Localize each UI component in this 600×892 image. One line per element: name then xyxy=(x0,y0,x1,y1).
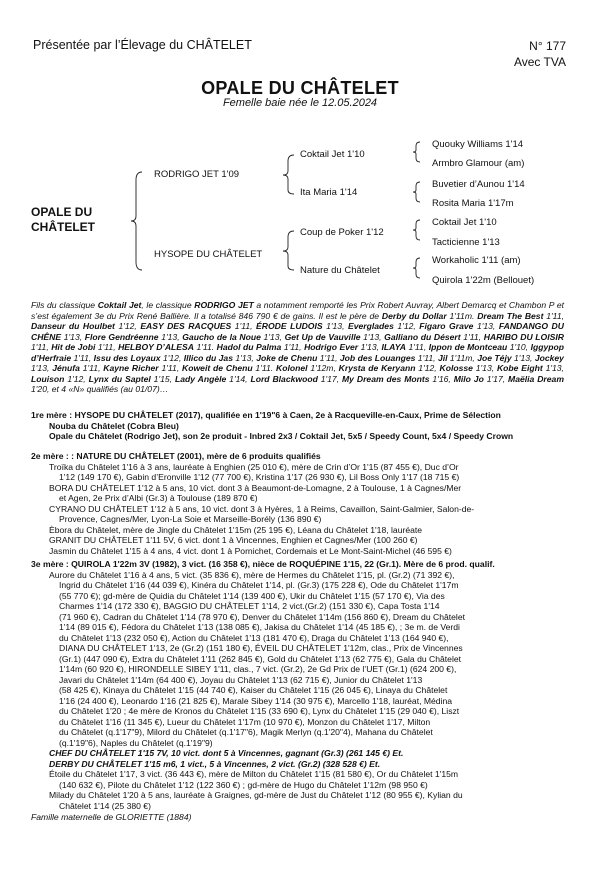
ggp-6: Tacticienne 1'13 xyxy=(432,237,500,248)
third-dam-line: 1'16 (24 400 €), Leonardo 1'16 (21 825 €), Marale Sibey 1'14 (30 975 €), Marcello 1'18, lauréat, Médina xyxy=(59,695,453,706)
pedigree-chart xyxy=(0,120,600,300)
third-dam-line: (140 632 €), Pilote du Châtelet 1'12 (122 360 €) ; gd-mère de Hugo du Châtelet 1'12m (98 950 €) xyxy=(59,779,428,790)
sire-dam: Ita Maria 1'14 xyxy=(300,187,358,198)
third-dam-line: du Châtelet (q.1'17"9), Milord du Châtelet (q.1'17"6), Magik Merlyn (q.1'20"4), Mahana du Châtelet xyxy=(59,727,433,737)
ggp-4: Rosita Maria 1'17m xyxy=(432,198,514,209)
ggp-8: Quirola 1'22m (Bellouet) xyxy=(432,275,535,286)
ggp-1: Quouky Williams 1'14 xyxy=(432,139,524,150)
ggp-7: Workaholic 1'11 (am) xyxy=(432,255,521,266)
brace-3b xyxy=(413,182,420,202)
third-dam-line: DERBY DU CHÂTELET 1'15 m6, 1 vict., 5 à Vincennes, 2 vict. (Gr.2) (328 528 €) Et. xyxy=(49,758,381,769)
third-dam-line: Javari du Châtelet 1'14m (64 400 €), Joyau du Châtelet 1'13 (62 715 €), Junior du Châtelet 1'13 xyxy=(59,674,423,685)
third-dam-line: Milady du Châtelet 1'20 à 5 ans, lauréate à Graignes, gd-mère de Just du Châtelet 1'12 (80 955 €), Kylian du xyxy=(49,790,463,800)
horse-subtitle: Femelle baie née le 12.05.2024 xyxy=(222,97,378,109)
second-dam-line: BORA DU CHÂTELET 1'12 à 5 ans, 10 vict. dont 3 à Beaumont-de-Lomagne, 2 à Toulouse, 1 à Cagnes/Mer xyxy=(49,482,462,493)
brace-3a xyxy=(413,142,420,162)
third-dam-line: (71 960 €), Cadran du Châtelet 1'14 (78 970 €), Denver du Châtelet 1'14m (156 860 €), Dream du Châtelet xyxy=(59,611,466,622)
brace-3c xyxy=(413,220,420,240)
first-dam-foal-1: Nouba du Châtelet (Cobra Bleu) xyxy=(49,420,179,431)
lot-number: N° 177 xyxy=(529,39,566,53)
third-dam-section xyxy=(31,559,564,811)
second-dam-line: Troïka du Châtelet 1'16 à 3 ans, lauréate à Enghien (25 010 €), mère de Crin d’Or 1'15 (87 455 €), Duc d’Or xyxy=(49,461,459,472)
third-dam-line: 1'14 (89 015 €), Fédora du Châtelet 1'13 (138 085 €), Jakisa du Châtelet 1'14 (45 185 €), ; 3e m. de Verdi xyxy=(59,622,460,632)
brace-2d xyxy=(283,231,294,270)
second-dam-line: Èbora du Châtelet, mère de Jingle du Châtelet 1'15m (25 195 €), Léana du Châtelet 1'18, lauréate xyxy=(49,524,423,535)
sire-sire: Coktail Jet 1'10 xyxy=(300,149,365,160)
ggp-3: Buvetier d’Aunou 1'14 xyxy=(432,179,525,190)
lot-info xyxy=(514,38,566,70)
third-dam-line: du Châtelet 1'20 ; 4e mère de Kronos du Châtelet 1'15 (33 690 €), Lynx du Châtelet 1'15 (29 040 €), Liszt xyxy=(59,706,460,716)
brace-3d xyxy=(413,258,420,278)
subject-name-2: CHÂTELET xyxy=(31,220,95,234)
third-dam-line: (55 770 €); gd-mère de Quidia du Châtelet 1'14 (139 400 €), Ukir du Châtelet 1'15 (57 170 €), Via des xyxy=(59,590,445,601)
sire: RODRIGO JET 1'09 xyxy=(154,169,240,180)
ggp-5: Coktail Jet 1'10 xyxy=(432,217,497,228)
third-dam-line: 1'14m (60 920 €), HIRONDELLE SIBEY 1'11, clas., 7 vict. (Gr.2), 2e Gd Prix de l’UET (Gr.1) (624 200 €), xyxy=(59,664,457,674)
subject-name-1: OPALE DU xyxy=(31,205,93,219)
third-dam-line: Étoile du Châtelet 1'17, 3 vict. (36 443 €), mère de Milton du Châtelet 1'15 (81 580 €), Or du Châtelet 1'15m xyxy=(49,769,459,779)
dam-sire: Coup de Poker 1'12 xyxy=(300,227,384,238)
third-dam-line: Ingrid du Châtelet 1'16 (44 039 €), Kinéra du Châtelet 1'14, pl. (Gr.3) (175 228 €), Ode du Châtelet 1'17m xyxy=(59,580,459,590)
second-dam-heading: 2e mère : : NATURE DU CHÂTELET (2001), mère de 6 produits qualifiés xyxy=(31,451,321,461)
ggp-2: Armbro Glamour (am) xyxy=(432,158,525,169)
third-dam-line: (q.1'19"6), Naples du Châtelet (q.1'19"9) xyxy=(59,737,213,748)
family-note: Famille maternelle de GLORIETTE (1884) xyxy=(31,812,192,822)
second-dam-line: 1'12 (149 170 €), Gabin d’Eronville 1'12 (77 700 €), Kristina 1'17 (26 930 €), Lil Boss Only 1'17 (18 715 €) xyxy=(59,472,460,482)
third-dam-line: Aurore du Châtelet 1'16 à 4 ans, 5 vict. (35 836 €), mère de Hermes du Châtelet 1'15, pl. (Gr.2) (71 392 €), xyxy=(49,569,455,580)
third-dam-line: Charmes 1'14 (172 330 €), BAGGIO DU CHÂTELET 1'14, 2 vict.(Gr.2) (151 330 €), Capa Tosta 1'14 xyxy=(59,601,440,611)
second-dam-line: et Agen, 2e Prix d’Albi (Gr.3) à Toulouse (189 870 €) xyxy=(59,493,258,503)
dam-dam: Nature du Châtelet xyxy=(300,265,380,276)
dam: HYSOPE DU CHÂTELET xyxy=(154,249,263,260)
third-dam-line: du Châtelet 1'13 (232 050 €), Action du Châtelet 1'13 (181 470 €), Draga du Châtelet 1'13 (164 940 €), xyxy=(59,632,449,643)
second-dam-line: GRANIT DU CHÂTELET 1'11 5V, 6 vict. dont 1 à Vincennes, Enghien et Cagnes/Mer (100 260 €) xyxy=(49,535,418,545)
second-dam-section xyxy=(31,451,564,556)
sire-intro-paragraph: Fils du classique Coktail Jet, le classique RODRIGO JET a notamment remporté les Prix Robert Auvray, Albert Demarcq et Chambon P et s’est également 3e du Prix René Ballière. Il a totalisé 846 790 € de gains. Il est le père de Derby du Dollar 1'11m. Dream The Best 1'11, Danseur du Houlbet 1'12, EASY DES RACQUES 1'11, ÉRODE LUDOIS 1'13, Everglades 1'12, Figaro Grave 1'13, FANDANGO DU CHÊNE 1'13, Flore Gendréenne 1'13, Gaucho de la Noue 1'13, Get Up de Vauville 1'13, Galliano du Désert 1'11, HARIBO DU LOISIR 1'11, Hit de Jobi 1'11, HELBOY D’ALESA 1'11. Hadol du Palma 1'11, Hodrigo Ever 1'13, ILAYA 1'11, Ippon de Montceau 1'10, Iggypop d’Herfraie 1'11, Issu des Loyaux 1'12, Illico du Jas 1'13, Joke de Chenu 1'11, Job des Louanges 1'11, Jil 1'11m, Joe Téjy 1'13, Jockey 1'13, Jénufa 1'11, Kayne Richer 1'11, Koweit de Chenu 1'11. Kolonel 1'12m, Krysta de Keryann 1'12, Kolosse 1'13, Kobe Eight 1'13, Louison 1'12, Lynx du Saptel 1'15, Lady Angèle 1'14, Lord Blackwood 1'17, My Dream des Monts 1'16, Milo Jo 1'17, Maëlia Dream 1'20, et 4 «N» qualifiés (au 01/07)… xyxy=(31,300,564,394)
third-dam-line: Châtelet 1'14 (25 380 €) xyxy=(59,800,151,811)
vat-label: Avec TVA xyxy=(513,55,566,69)
third-dam-line: DIANA DU CHÂTELET 1'13, 2e (Gr.2) (151 180 €), ÉVEIL DU CHÂTELET 1'12m, clas., Prix de Vincennes xyxy=(59,643,463,653)
first-dam-heading: 1re mère : HYSOPE DU CHÂTELET (2017), qualifiée en 1'19"6 à Caen, 2e à Racqueville-en-Caux, Prime de Sélection xyxy=(31,410,501,420)
third-dam-line: CHEF DU CHÂTELET 1'15 7V, 10 vict. dont 5 à Vincennes, gagnant (Gr.3) (261 145 €) Et. xyxy=(49,748,404,758)
third-dam-line: du Châtelet 1'16 (11 345 €), Lueur du Châtelet 1'17m (10 970 €), Monzon du Châtelet 1'17, Milton xyxy=(59,716,431,727)
third-dam-line: (58 425 €), Kinaya du Châtelet 1'15 (44 740 €), Kaiser du Châtelet 1'15 (26 045 €), Linaya du Châtelet xyxy=(59,685,448,695)
brace-2s xyxy=(283,155,294,194)
first-dam-foal-2: Opale du Châtelet (Rodrigo Jet), son 2e produit - Inbred 2x3 / Coktail Jet, 5x5 / Speedy Count, 5x4 / Speedy Crown xyxy=(49,431,514,441)
second-dam-line: Jasmin du Châtelet 1'15 à 4 ans, 4 vict. dont 1 à Pornichet, Cordemais et Le Mont-Saint-Michel (46 595 €) xyxy=(49,545,452,556)
second-dam-line: CYRANO DU CHÂTELET 1'12 à 5 ans, 10 vict. dont 3 à Hyères, 1 à Reims, Cavaillon, Saint-Galmier, Salon-de- xyxy=(49,503,475,514)
presenter-text: Présentée par l’Élevage du CHÂTELET xyxy=(33,38,252,52)
second-dam-line: Provence, Cagnes/Mer, Lyon-La Soie et Marseille-Borély (136 890 €) xyxy=(59,514,322,524)
first-dam-section xyxy=(31,410,564,442)
third-dam-line: (Gr.1) (447 090 €), Extra du Châtelet 1'11 (262 845 €), Gold du Châtelet 1'13 (62 775 €), Gala du Châtelet xyxy=(59,653,462,664)
third-dam-heading: 3e mère : QUIROLA 1'22m 3V (1982), 3 vict. (16 358 €), nièce de ROQUÉPINE 1'15, 22 (Gr.1). Mère de 6 prod. qualif. xyxy=(31,559,495,569)
horse-name: OPALE DU CHÂTELET xyxy=(201,78,399,98)
brace-1 xyxy=(131,172,142,270)
